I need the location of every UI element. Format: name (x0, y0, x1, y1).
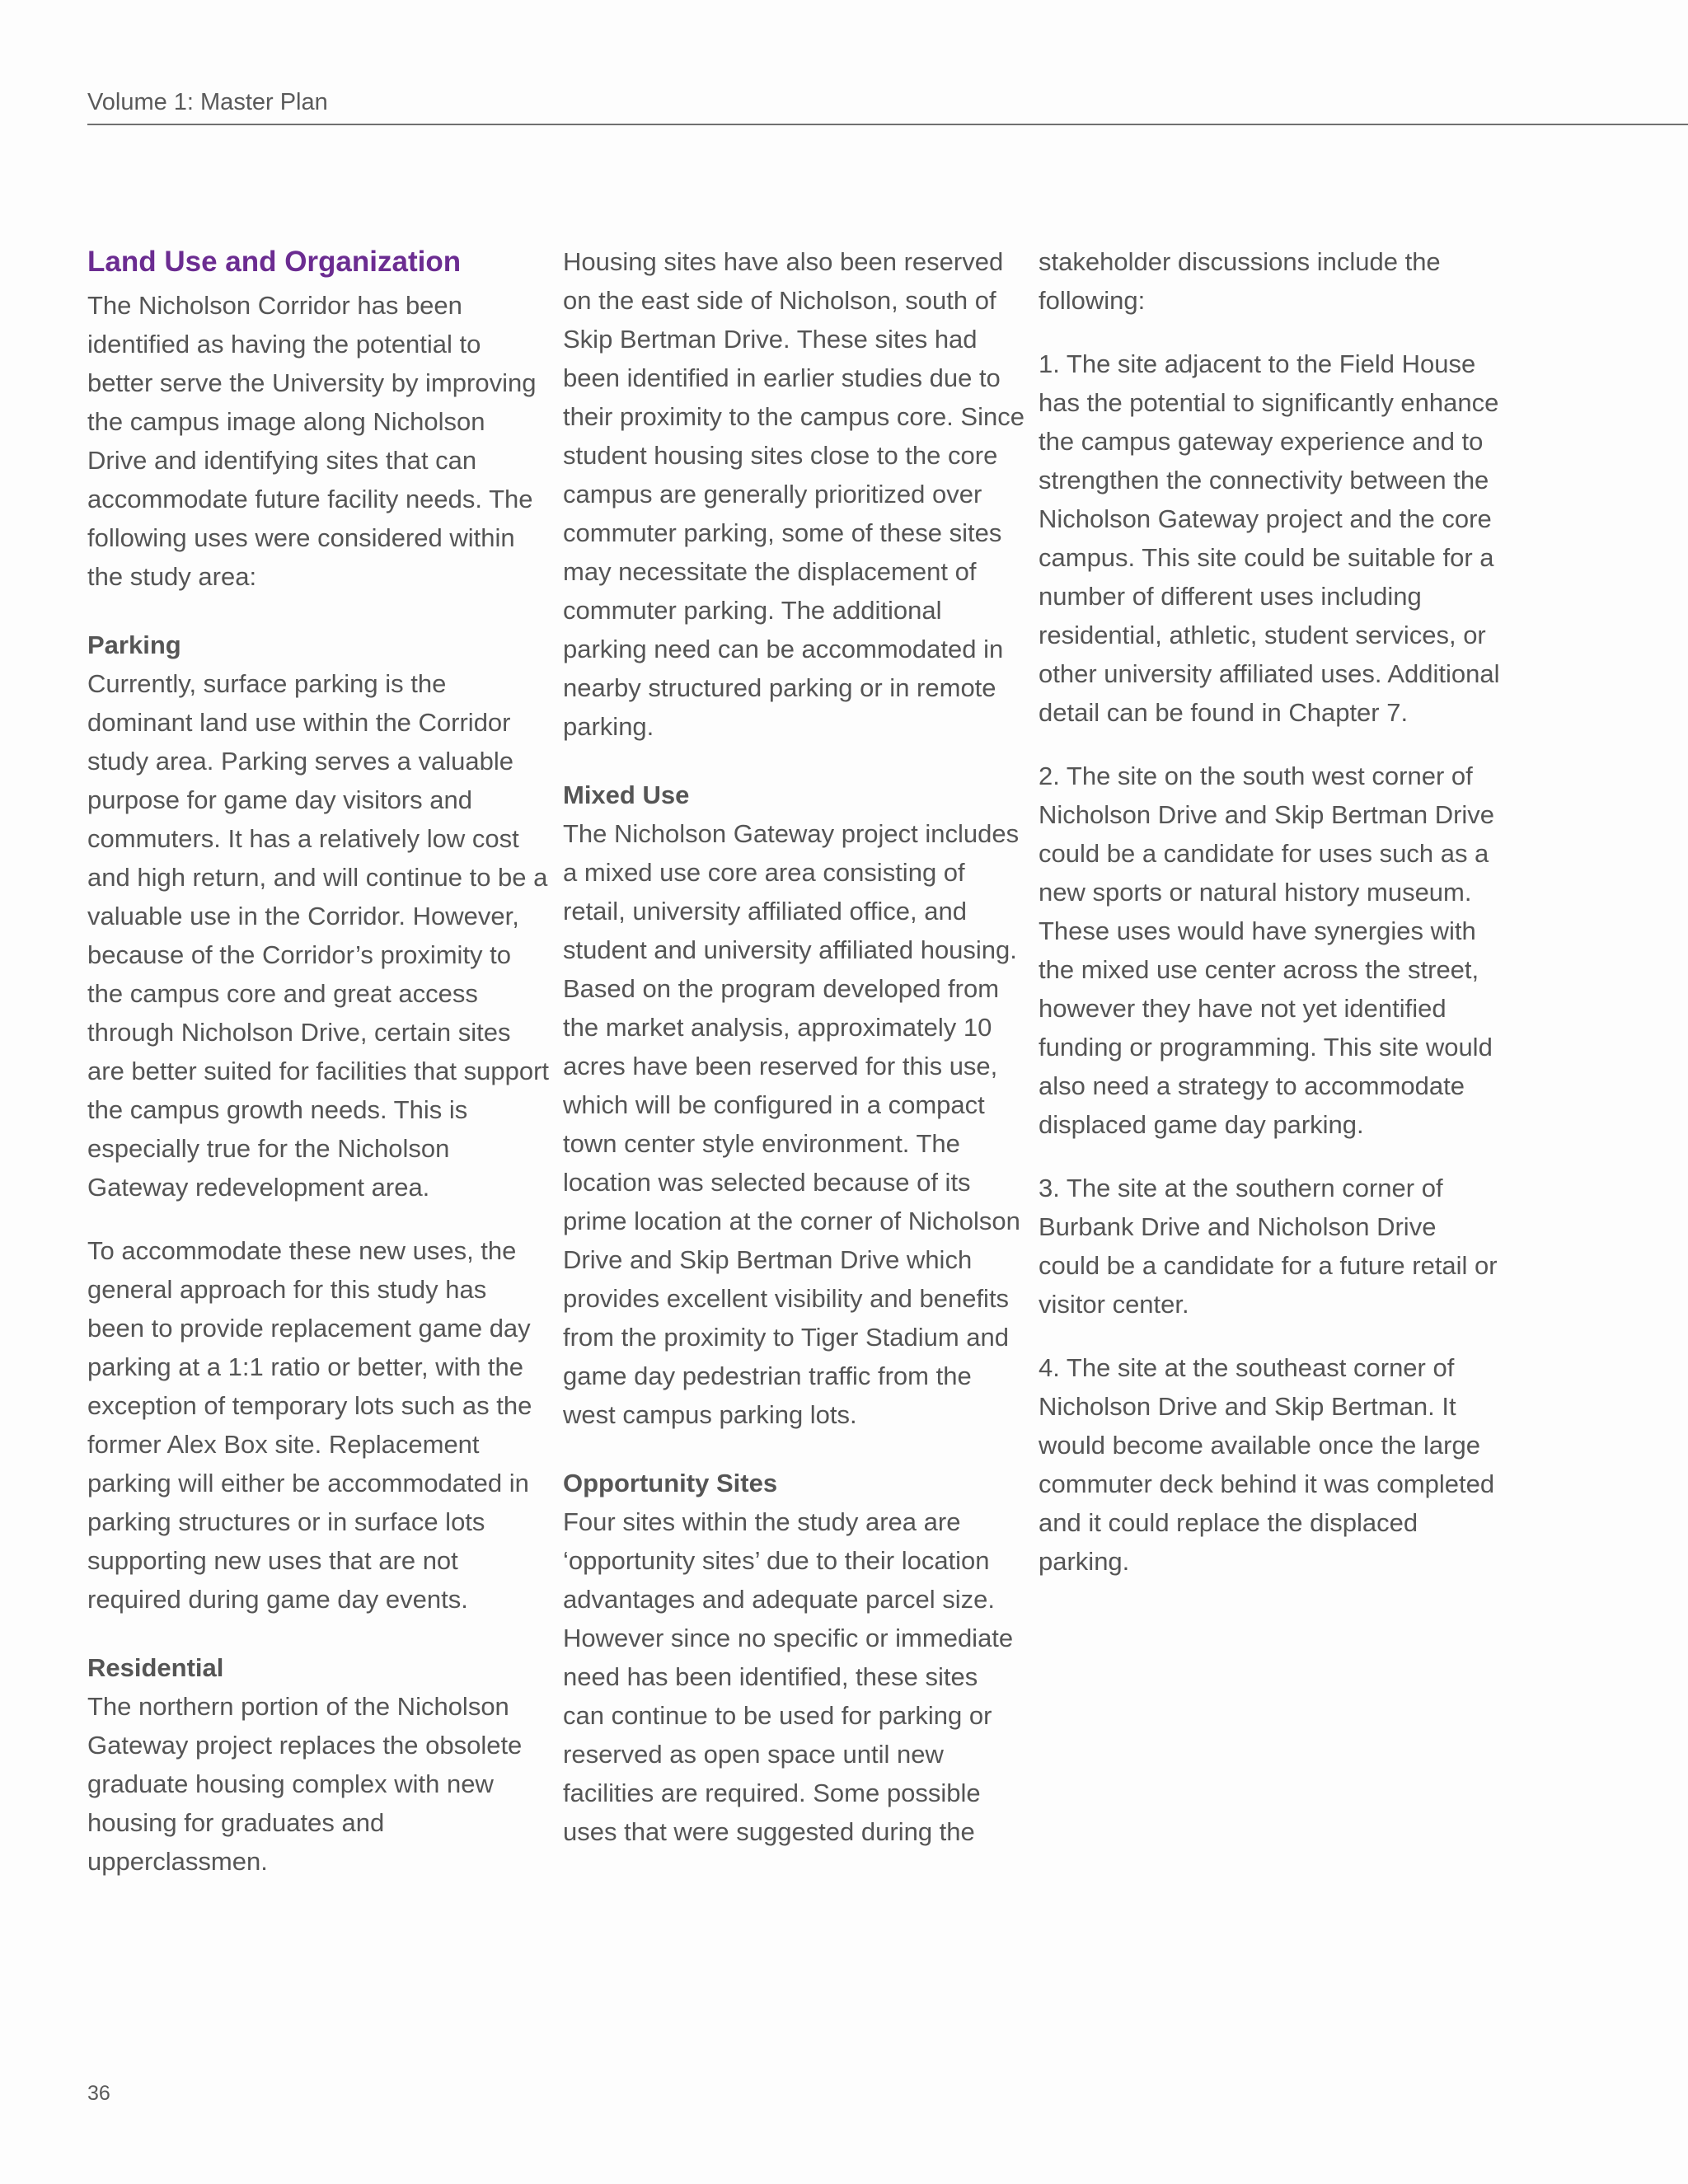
intro-paragraph: The Nicholson Corridor has been identified as having the potential to better serve the University by improving the campus image along Nicholson Drive and identifying sites that can accommodate future facility needs. The following uses were considered within the study area: (87, 291, 537, 591)
text-column-1 (87, 242, 549, 1905)
mixed-use-paragraph: The Nicholson Gateway project includes a mixed use core area consisting of retail, university affiliated office, and student and university affiliated housing. Based on the program developed from the market analysis, approximately 10 acres have been reserved for this use, which will be configured in a compact town center style environment. The location was selected because of its prime location at the corner of Nicholson Drive and Skip Bertman Drive which provides excellent visibility and benefits from the proximity to Tiger Stadium and game day pedestrian traffic from the west campus parking lots. (563, 819, 1020, 1429)
section-title: Land Use and Organization (87, 246, 462, 278)
header-rule (87, 124, 1688, 125)
parking-heading: Parking (87, 630, 181, 659)
site-4-paragraph: 4. The site at the southeast corner of Nicholson Drive and Skip Bertman. It would become available once the large commuter deck behind it was completed and it could replace the displaced parking. (1039, 1353, 1495, 1576)
mixed-use-heading: Mixed Use (563, 780, 690, 809)
text-column-2 (563, 242, 1025, 1876)
opportunity-sites-paragraph: Four sites within the study area are ‘opportunity sites’ due to their location advantages and adequate parcel size. However since no specific or immediate need has been identified, these sites can continue to be used for parking or reserved as open space until new facilities are required. Some possible uses that were suggested during the (563, 1507, 1014, 1846)
site-2-paragraph: 2. The site on the south west corner of Nicholson Drive and Skip Bertman Drive could be a candidate for uses such as a new sports or natural history museum. These uses would have synergies with the mixed use center across the street, however they have not yet identified funding or programming. This site would also need a strategy to accommodate displaced game day parking. (1039, 762, 1495, 1139)
continuation-paragraph: stakeholder discussions include the following: (1039, 247, 1441, 315)
page-number: 36 (87, 2082, 110, 2105)
site-1-paragraph: 1. The site adjacent to the Field House has the potential to significantly enhance the campus gateway experience and to strengthen the connectivity between the Nicholson Gateway project and the core campus. This site could be suitable for a number of different uses including residential, athletic, student services, or other university affiliated uses. Additional detail can be found in Chapter 7. (1039, 349, 1500, 727)
running-header: Volume 1: Master Plan (87, 89, 328, 115)
site-3-paragraph: 3. The site at the southern corner of Burbank Drive and Nicholson Drive could be a candidate for a future retail or visitor center. (1039, 1174, 1498, 1319)
parking-paragraph-1: Currently, surface parking is the dominant land use within the Corridor study area. Parking serves a valuable purpose for game day visitors and commuters. It has a relatively low cost and high return, and will continue to be a valuable use in the Corridor. However, because of the Corridor’s proximity to the campus core and great access through Nicholson Drive, certain sites are better suited for facilities that support the campus growth needs. This is especially true for the Nicholson Gateway redevelopment area. (87, 669, 550, 1202)
housing-paragraph: Housing sites have also been reserved on the east side of Nicholson, south of Skip Bertman Drive. These sites had been identified in earlier studies due to their proximity to the campus core. Since student housing sites close to the core campus are generally prioritized over commuter parking, some of these sites may necessitate the displacement of commuter parking. The additional parking need can be accommodated in nearby structured parking or in remote parking. (563, 247, 1025, 741)
residential-paragraph: The northern portion of the Nicholson Gateway project replaces the obsolete graduate housing complex with new housing for graduates and upperclassmen. (87, 1692, 523, 1876)
parking-paragraph-2: To accommodate these new uses, the general approach for this study has been to provide replacement game day parking at a 1:1 ratio or better, with the exception of temporary lots such as the former Alex Box site. Replacement parking will either be accommodated in parking structures or in surface lots supporting new uses that are not required during game day events. (87, 1236, 532, 1614)
opportunity-sites-heading: Opportunity Sites (563, 1469, 778, 1497)
text-column-3 (1039, 242, 1500, 1605)
residential-heading: Residential (87, 1653, 224, 1682)
